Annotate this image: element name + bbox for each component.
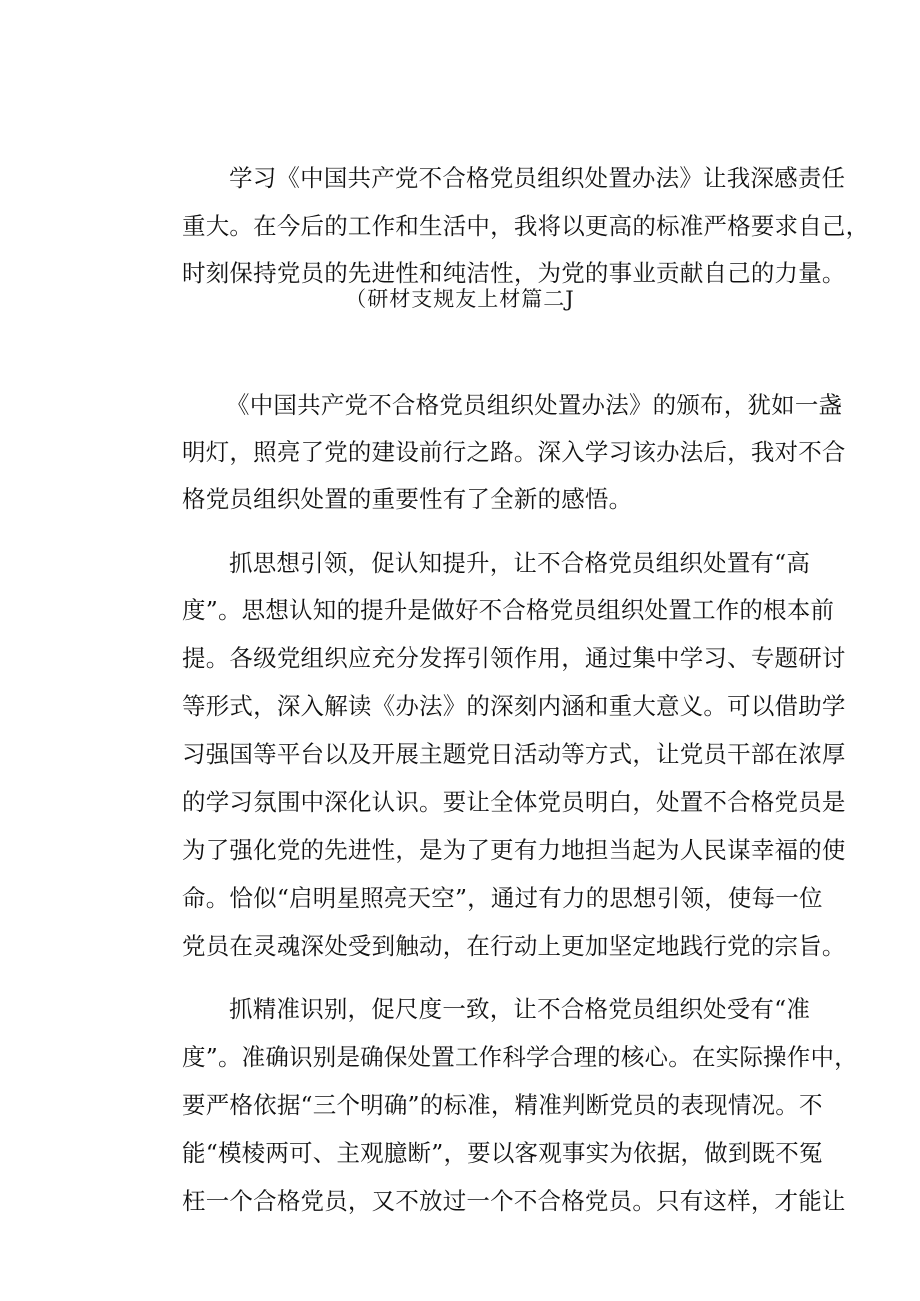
paragraph-line	[0, 826, 920, 912]
line-text: 习强国等平台以及开展主题党日活动等方式，让党员干部在浓厚	[182, 740, 846, 768]
line-text: 格党员组织处置的重要性有了全新的感悟。	[182, 485, 633, 513]
paragraph-line	[0, 1033, 920, 1119]
paragraph-line	[0, 427, 920, 513]
section-heading: （研材支规友上材篇二J	[345, 287, 575, 311]
line-text: 等形式，深入解读《办法》的深刻内涵和重大意义。可以借助学	[182, 692, 846, 720]
paragraph-line	[0, 333, 920, 419]
paragraph-line	[0, 937, 920, 1023]
paragraph-line	[0, 778, 920, 864]
line-text: 《中国共产党不合格党员组织处置办法》的颁布，犹如一盏	[226, 391, 843, 419]
paragraph-line	[0, 201, 920, 287]
line-text: 为了强化党的先进性，是为了更有力地担当起为人民谋幸福的使	[182, 836, 846, 864]
line-text: 命。恰似“启明星照亮天空”，通过有力的思想引领，使每一位	[182, 884, 823, 912]
paragraph-line	[0, 491, 920, 577]
paragraph-line	[0, 1081, 920, 1167]
line-text: 学习《中国共产党不合格党员组织处置办法》让我深感责任	[229, 164, 846, 192]
line-text: 能“模棱两可、主观臆断”，要以客观事实为依据，做到既不冤	[182, 1139, 823, 1167]
line-text: 抓思想引领，促认知提升，让不合格党员组织处置有“高	[229, 549, 811, 577]
paragraph-line	[0, 730, 920, 816]
paragraph-line	[0, 154, 920, 240]
line-text: 重大。在今后的工作和生活中，我将以更高的标准严格要求自己，	[182, 212, 870, 240]
line-text: 提。各级党组织应充分发挥引领作用，通过集中学习、专题研讨	[182, 644, 846, 672]
line-text: 明灯，照亮了党的建设前行之路。深入学习该办法后，我对不合	[182, 438, 846, 466]
line-text: 时刻保持党员的先进性和纯洁性，为党的事业贡献自己的力量。	[182, 259, 846, 287]
paragraph-line	[0, 1129, 920, 1215]
paragraph-line	[0, 538, 920, 624]
line-text: 的学习氛围中深化认识。要让全体党员明白，处置不合格党员是	[182, 788, 846, 816]
paragraph-line	[0, 634, 920, 720]
line-text: 要严格依据“三个明确”的标准，精准判断党员的表现情况。不	[182, 1091, 823, 1119]
paragraph-line	[0, 682, 920, 768]
paragraph-line	[0, 985, 920, 1071]
line-text: 党员在灵魂深处受到触动，在行动上更加坚定地践行党的宗旨。	[182, 932, 846, 960]
paragraph-line	[0, 380, 920, 466]
paragraph-line	[0, 106, 920, 192]
paragraph-line	[0, 586, 920, 672]
line-text: 抓精准识别，促尺度一致，让不合格党员组织处受有“准	[229, 995, 811, 1023]
line-text: 枉一个合格党员，又不放过一个不合格党员。只有这样，才能让	[182, 1187, 846, 1215]
paragraph-line	[0, 874, 920, 960]
line-text: 度”。准确识别是确保处置工作科学合理的核心。在实际操作中，	[182, 1043, 858, 1071]
line-text: 度”。思想认知的提升是做好不合格党员组织处置工作的根本前	[182, 596, 835, 624]
